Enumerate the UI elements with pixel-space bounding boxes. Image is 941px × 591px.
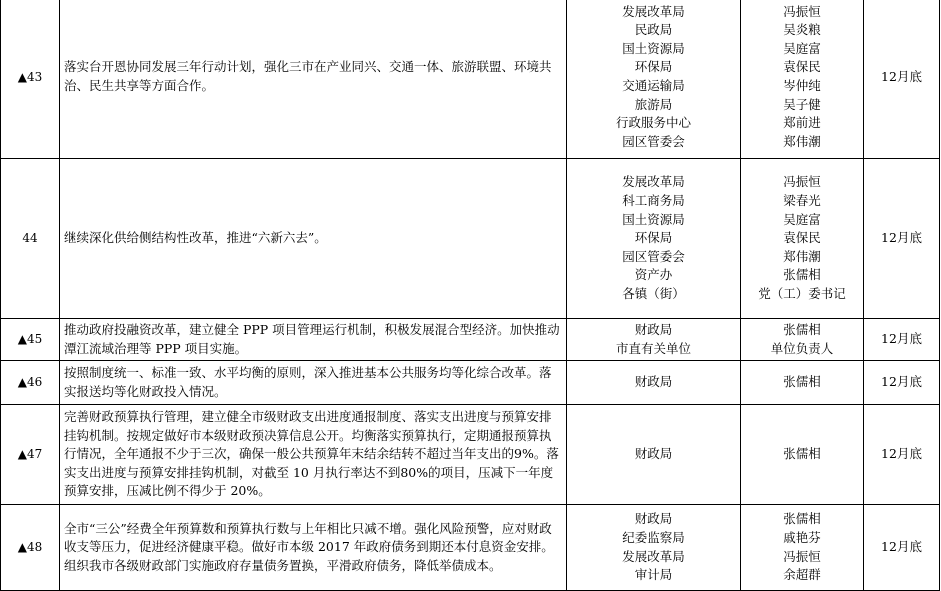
unit: 发展改革局 (622, 548, 685, 564)
unit: 财政局 (634, 321, 673, 337)
leader: 冯振恒 (783, 174, 821, 190)
unit: 发展改革局 (622, 174, 685, 190)
leader: 单位负责人 (770, 340, 834, 356)
unit: 交通运输局 (622, 78, 685, 93)
responsible-units (567, 159, 741, 319)
task-description: 推动政府投融资改革，建立健全 PPP 项目管理运行机制，积极发展混合型经济。加快推动潭江流域治理等 PPP 项目实施。 (60, 319, 567, 361)
leader: 郑伟潮 (783, 248, 821, 264)
task-number: 44 (1, 159, 60, 319)
leader: 袁保民 (783, 230, 821, 246)
leader: 岑仲纯 (783, 78, 821, 93)
leader: 吴庭富 (783, 40, 821, 56)
unit: 民政局 (634, 22, 673, 38)
table-row (1, 505, 940, 591)
leader: 郑前进 (783, 115, 821, 131)
responsible-units (567, 0, 741, 159)
responsible-units (567, 505, 741, 591)
deadline: 12月底 (864, 505, 940, 591)
leader: 党（工）委书记 (758, 285, 846, 301)
task-description: 按照制度统一、标准一致、水平均衡的原则，深入推进基本公共服务均等化综合改革。落实报送均等化财政投入情况。 (60, 361, 567, 405)
leader: 张儒相 (783, 321, 821, 337)
task-number: ▲46 (1, 361, 60, 405)
responsible-leaders (741, 0, 864, 159)
leader: 张儒相 (783, 267, 821, 283)
responsible-units (567, 361, 741, 405)
unit: 园区管委会 (622, 133, 685, 149)
table-row (1, 319, 940, 361)
deadline: 12月底 (864, 319, 940, 361)
responsible-leaders (741, 319, 864, 361)
unit: 资产办 (634, 267, 673, 283)
unit: 发展改革局 (622, 3, 685, 19)
task-number: ▲47 (1, 405, 60, 505)
responsible-units (567, 405, 741, 505)
unit: 环保局 (634, 59, 673, 75)
task-description: 完善财政预算执行管理，建立健全市级财政支出进度通报制度、落实支出进度与预算安排挂钩机制。按规定做好市本级财政预决算信息公开。均衡落实预算执行，定期通报预算执行情况，全年通报不少于三次，确保一般公共预算年末结余结转不超过当年支出的9%。落实支出进度与预算安排挂钩机制，对截至 10 月执行率达不到80%的项目，压减下一年度预算安排，压减比例不得少于 20%。 (60, 405, 567, 505)
deadline: 12月底 (864, 361, 940, 405)
unit: 科工商务局 (622, 193, 685, 209)
task-description: 落实台开恩协同发展三年行动计划，强化三市在产业同兴、交通一体、旅游联盟、环境共治、民生共享等方面合作。 (60, 0, 567, 159)
leader: 余超群 (783, 567, 821, 583)
leader: 戚艳芬 (783, 529, 821, 545)
deadline: 12月底 (864, 0, 940, 159)
unit: 市直有关单位 (615, 340, 691, 356)
unit: 财政局 (634, 374, 673, 390)
unit: 国土资源局 (622, 211, 685, 227)
task-number: ▲48 (1, 505, 60, 591)
table-row (1, 0, 940, 159)
unit: 各镇（街） (622, 285, 685, 301)
leader: 张儒相 (783, 374, 821, 390)
table-row (1, 159, 940, 319)
task-number: ▲45 (1, 319, 60, 361)
leader: 吴庭富 (783, 211, 821, 227)
unit: 园区管委会 (622, 248, 685, 264)
table-row (1, 405, 940, 505)
leader: 张儒相 (783, 446, 821, 462)
deadline: 12月底 (864, 405, 940, 505)
responsible-leaders (741, 159, 864, 319)
unit: 审计局 (634, 567, 673, 583)
task-description: 继续深化供给侧结构性改革，推进“六新六去”。 (60, 159, 567, 319)
task-description: 全市“三公”经费全年预算数和预算执行数与上年相比只减不增。强化风险预警，应对财政收支等压力，促进经济健康平稳。做好市本级 2017 年政府债务到期还本付息资金安排。组织我市各级财政部门实施政府存量债务置换，平滑政府债务，降低举债成本。 (60, 505, 567, 591)
leader: 冯振恒 (783, 548, 821, 564)
table-row (1, 361, 940, 405)
unit: 纪委监察局 (622, 529, 685, 545)
unit: 财政局 (634, 446, 673, 462)
leader: 袁保民 (783, 59, 821, 75)
leader: 吴子健 (783, 96, 821, 112)
leader: 郑伟潮 (783, 133, 821, 149)
responsible-leaders (741, 405, 864, 505)
unit: 财政局 (634, 511, 673, 527)
task-number: ▲43 (1, 0, 60, 159)
leader: 冯振恒 (783, 3, 821, 19)
unit: 环保局 (634, 230, 673, 246)
leader: 张儒相 (783, 511, 821, 527)
deadline: 12月底 (864, 159, 940, 319)
leader: 吴炎粮 (783, 22, 821, 38)
unit: 旅游局 (634, 96, 673, 112)
leader: 梁春光 (783, 193, 821, 209)
responsible-leaders (741, 505, 864, 591)
responsible-units (567, 319, 741, 361)
responsible-leaders (741, 361, 864, 405)
unit: 行政服务中心 (615, 115, 691, 131)
unit: 国土资源局 (622, 40, 685, 56)
